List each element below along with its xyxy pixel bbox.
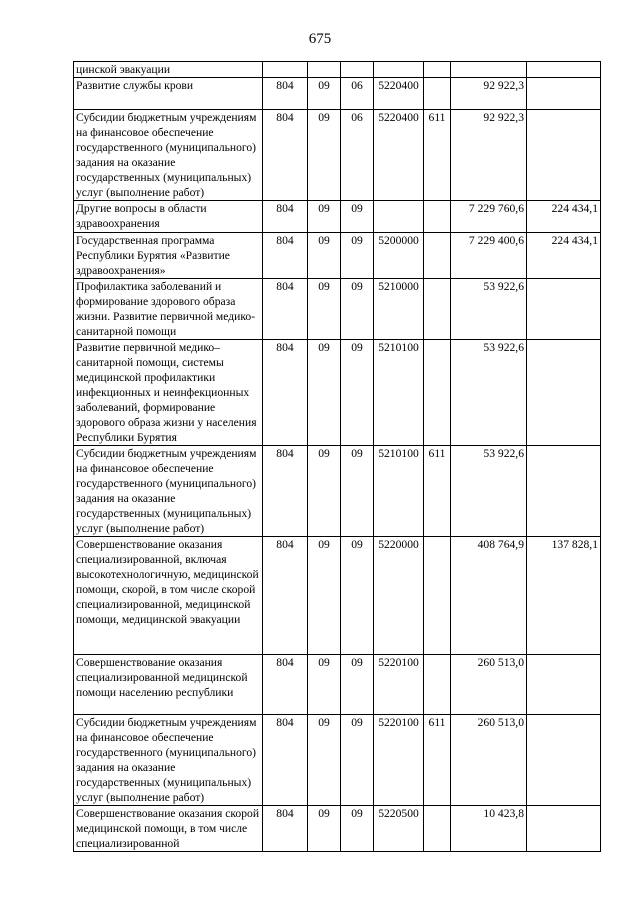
budget-table [73, 61, 601, 852]
row-section-code: 09 [308, 78, 341, 110]
row-amount: 92 922,3 [451, 110, 527, 201]
table-row [74, 279, 601, 340]
row-section-code: 09 [308, 110, 341, 201]
row-subsection-code: 06 [341, 110, 374, 201]
table-row [74, 233, 601, 279]
row-expense-type [424, 340, 451, 446]
row-subsection-code: 09 [341, 806, 374, 852]
row-ministry-code: 804 [263, 537, 308, 655]
row-description: Совершенствование оказания специализированной медицинской помощи населению республики [74, 655, 263, 715]
row-subvention-amount [527, 78, 601, 110]
row-subsection-code: 09 [341, 446, 374, 537]
row-amount: 408 764,9 [451, 537, 527, 655]
row-subvention-amount: 224 434,1 [527, 233, 601, 279]
row-section-code: 09 [308, 715, 341, 806]
row-description: Развитие службы крови [74, 78, 263, 110]
table-row [74, 110, 601, 201]
table-row [74, 655, 601, 715]
row-amount: 7 229 400,6 [451, 233, 527, 279]
row-description: Другие вопросы в области здравоохранения [74, 201, 263, 233]
row-ministry-code: 804 [263, 446, 308, 537]
row-section-code: 09 [308, 655, 341, 715]
table-row [74, 446, 601, 537]
table-row [74, 78, 601, 110]
row-subvention-amount [527, 340, 601, 446]
row-subvention-amount [527, 62, 601, 78]
row-section-code: 09 [308, 233, 341, 279]
row-ministry-code: 804 [263, 340, 308, 446]
row-target-article: 5220100 [374, 715, 424, 806]
table-row [74, 715, 601, 806]
row-expense-type: 611 [424, 446, 451, 537]
row-subsection-code [341, 62, 374, 78]
row-target-article: 5220400 [374, 78, 424, 110]
row-expense-type [424, 655, 451, 715]
row-amount: 10 423,8 [451, 806, 527, 852]
page-number: 675 [308, 31, 332, 47]
row-amount: 260 513,0 [451, 715, 527, 806]
row-subsection-code: 09 [341, 655, 374, 715]
row-section-code: 09 [308, 537, 341, 655]
row-subvention-amount [527, 279, 601, 340]
row-expense-type [424, 201, 451, 233]
row-subvention-amount [527, 655, 601, 715]
row-amount: 7 229 760,6 [451, 201, 527, 233]
row-expense-type [424, 537, 451, 655]
row-ministry-code: 804 [263, 279, 308, 340]
row-ministry-code: 804 [263, 715, 308, 806]
row-amount: 92 922,3 [451, 78, 527, 110]
row-description: Развитие первичной медико–санитарной помощи, системы медицинской профилактики инфекционных и неинфекционных заболеваний, формирование здорового образа жизни у населения Республики Бурятия [74, 340, 263, 446]
row-subvention-amount [527, 446, 601, 537]
row-description: цинской эвакуации [74, 62, 263, 78]
row-target-article: 5220100 [374, 655, 424, 715]
row-description: Субсидии бюджетным учреждениям на финансовое обеспечение государственного (муниципального) задания на оказание государственных (муниципальных) услуг (выполнение работ) [74, 110, 263, 201]
table-row [74, 537, 601, 655]
row-target-article: 5200000 [374, 233, 424, 279]
row-target-article: 5210000 [374, 279, 424, 340]
row-amount: 53 922,6 [451, 340, 527, 446]
table-row [74, 340, 601, 446]
row-amount: 53 922,6 [451, 279, 527, 340]
row-ministry-code: 804 [263, 78, 308, 110]
row-ministry-code: 804 [263, 201, 308, 233]
row-section-code: 09 [308, 446, 341, 537]
row-description: Профилактика заболеваний и формирование здорового образа жизни. Развитие первичной медико-санитарной помощи [74, 279, 263, 340]
row-subvention-amount [527, 715, 601, 806]
row-target-article [374, 62, 424, 78]
row-ministry-code [263, 62, 308, 78]
row-subsection-code: 09 [341, 537, 374, 655]
row-target-article [374, 201, 424, 233]
row-description: Государственная программа Республики Бурятия «Развитие здравоохранения» [74, 233, 263, 279]
row-amount: 53 922,6 [451, 446, 527, 537]
row-expense-type [424, 62, 451, 78]
row-expense-type [424, 233, 451, 279]
row-amount [451, 62, 527, 78]
row-description: Совершенствование оказания специализированной, включая высокотехнологичную, медицинской помощи, скорой, в том числе скорой специализированной, медицинской помощи, медицинской эвакуации [74, 537, 263, 655]
row-description: Совершенствование оказания скорой медицинской помощи, в том числе специализированной [74, 806, 263, 852]
table-row [74, 62, 601, 78]
row-expense-type [424, 78, 451, 110]
row-expense-type: 611 [424, 715, 451, 806]
row-subsection-code: 09 [341, 279, 374, 340]
row-subsection-code: 09 [341, 233, 374, 279]
row-section-code: 09 [308, 806, 341, 852]
row-subvention-amount: 224 434,1 [527, 201, 601, 233]
row-expense-type [424, 279, 451, 340]
row-target-article: 5220000 [374, 537, 424, 655]
row-subsection-code: 09 [341, 340, 374, 446]
row-description: Субсидии бюджетным учреждениям на финансовое обеспечение государственного (муниципального) задания на оказание государственных (муниципальных) услуг (выполнение работ) [74, 715, 263, 806]
row-target-article: 5220400 [374, 110, 424, 201]
row-section-code: 09 [308, 201, 341, 233]
row-subsection-code: 09 [341, 201, 374, 233]
row-target-article: 5210100 [374, 340, 424, 446]
row-ministry-code: 804 [263, 110, 308, 201]
row-target-article: 5210100 [374, 446, 424, 537]
row-description: Субсидии бюджетным учреждениям на финансовое обеспечение государственного (муниципального) задания на оказание государственных (муниципальных) услуг (выполнение работ) [74, 446, 263, 537]
table-row [74, 806, 601, 852]
row-ministry-code: 804 [263, 806, 308, 852]
row-section-code: 09 [308, 340, 341, 446]
row-target-article: 5220500 [374, 806, 424, 852]
row-subsection-code: 09 [341, 715, 374, 806]
row-subsection-code: 06 [341, 78, 374, 110]
row-subvention-amount [527, 806, 601, 852]
row-ministry-code: 804 [263, 233, 308, 279]
row-subvention-amount [527, 110, 601, 201]
row-amount: 260 513,0 [451, 655, 527, 715]
row-section-code: 09 [308, 279, 341, 340]
table-row [74, 201, 601, 233]
row-section-code [308, 62, 341, 78]
row-expense-type: 611 [424, 110, 451, 201]
row-subvention-amount: 137 828,1 [527, 537, 601, 655]
row-ministry-code: 804 [263, 655, 308, 715]
row-expense-type [424, 806, 451, 852]
